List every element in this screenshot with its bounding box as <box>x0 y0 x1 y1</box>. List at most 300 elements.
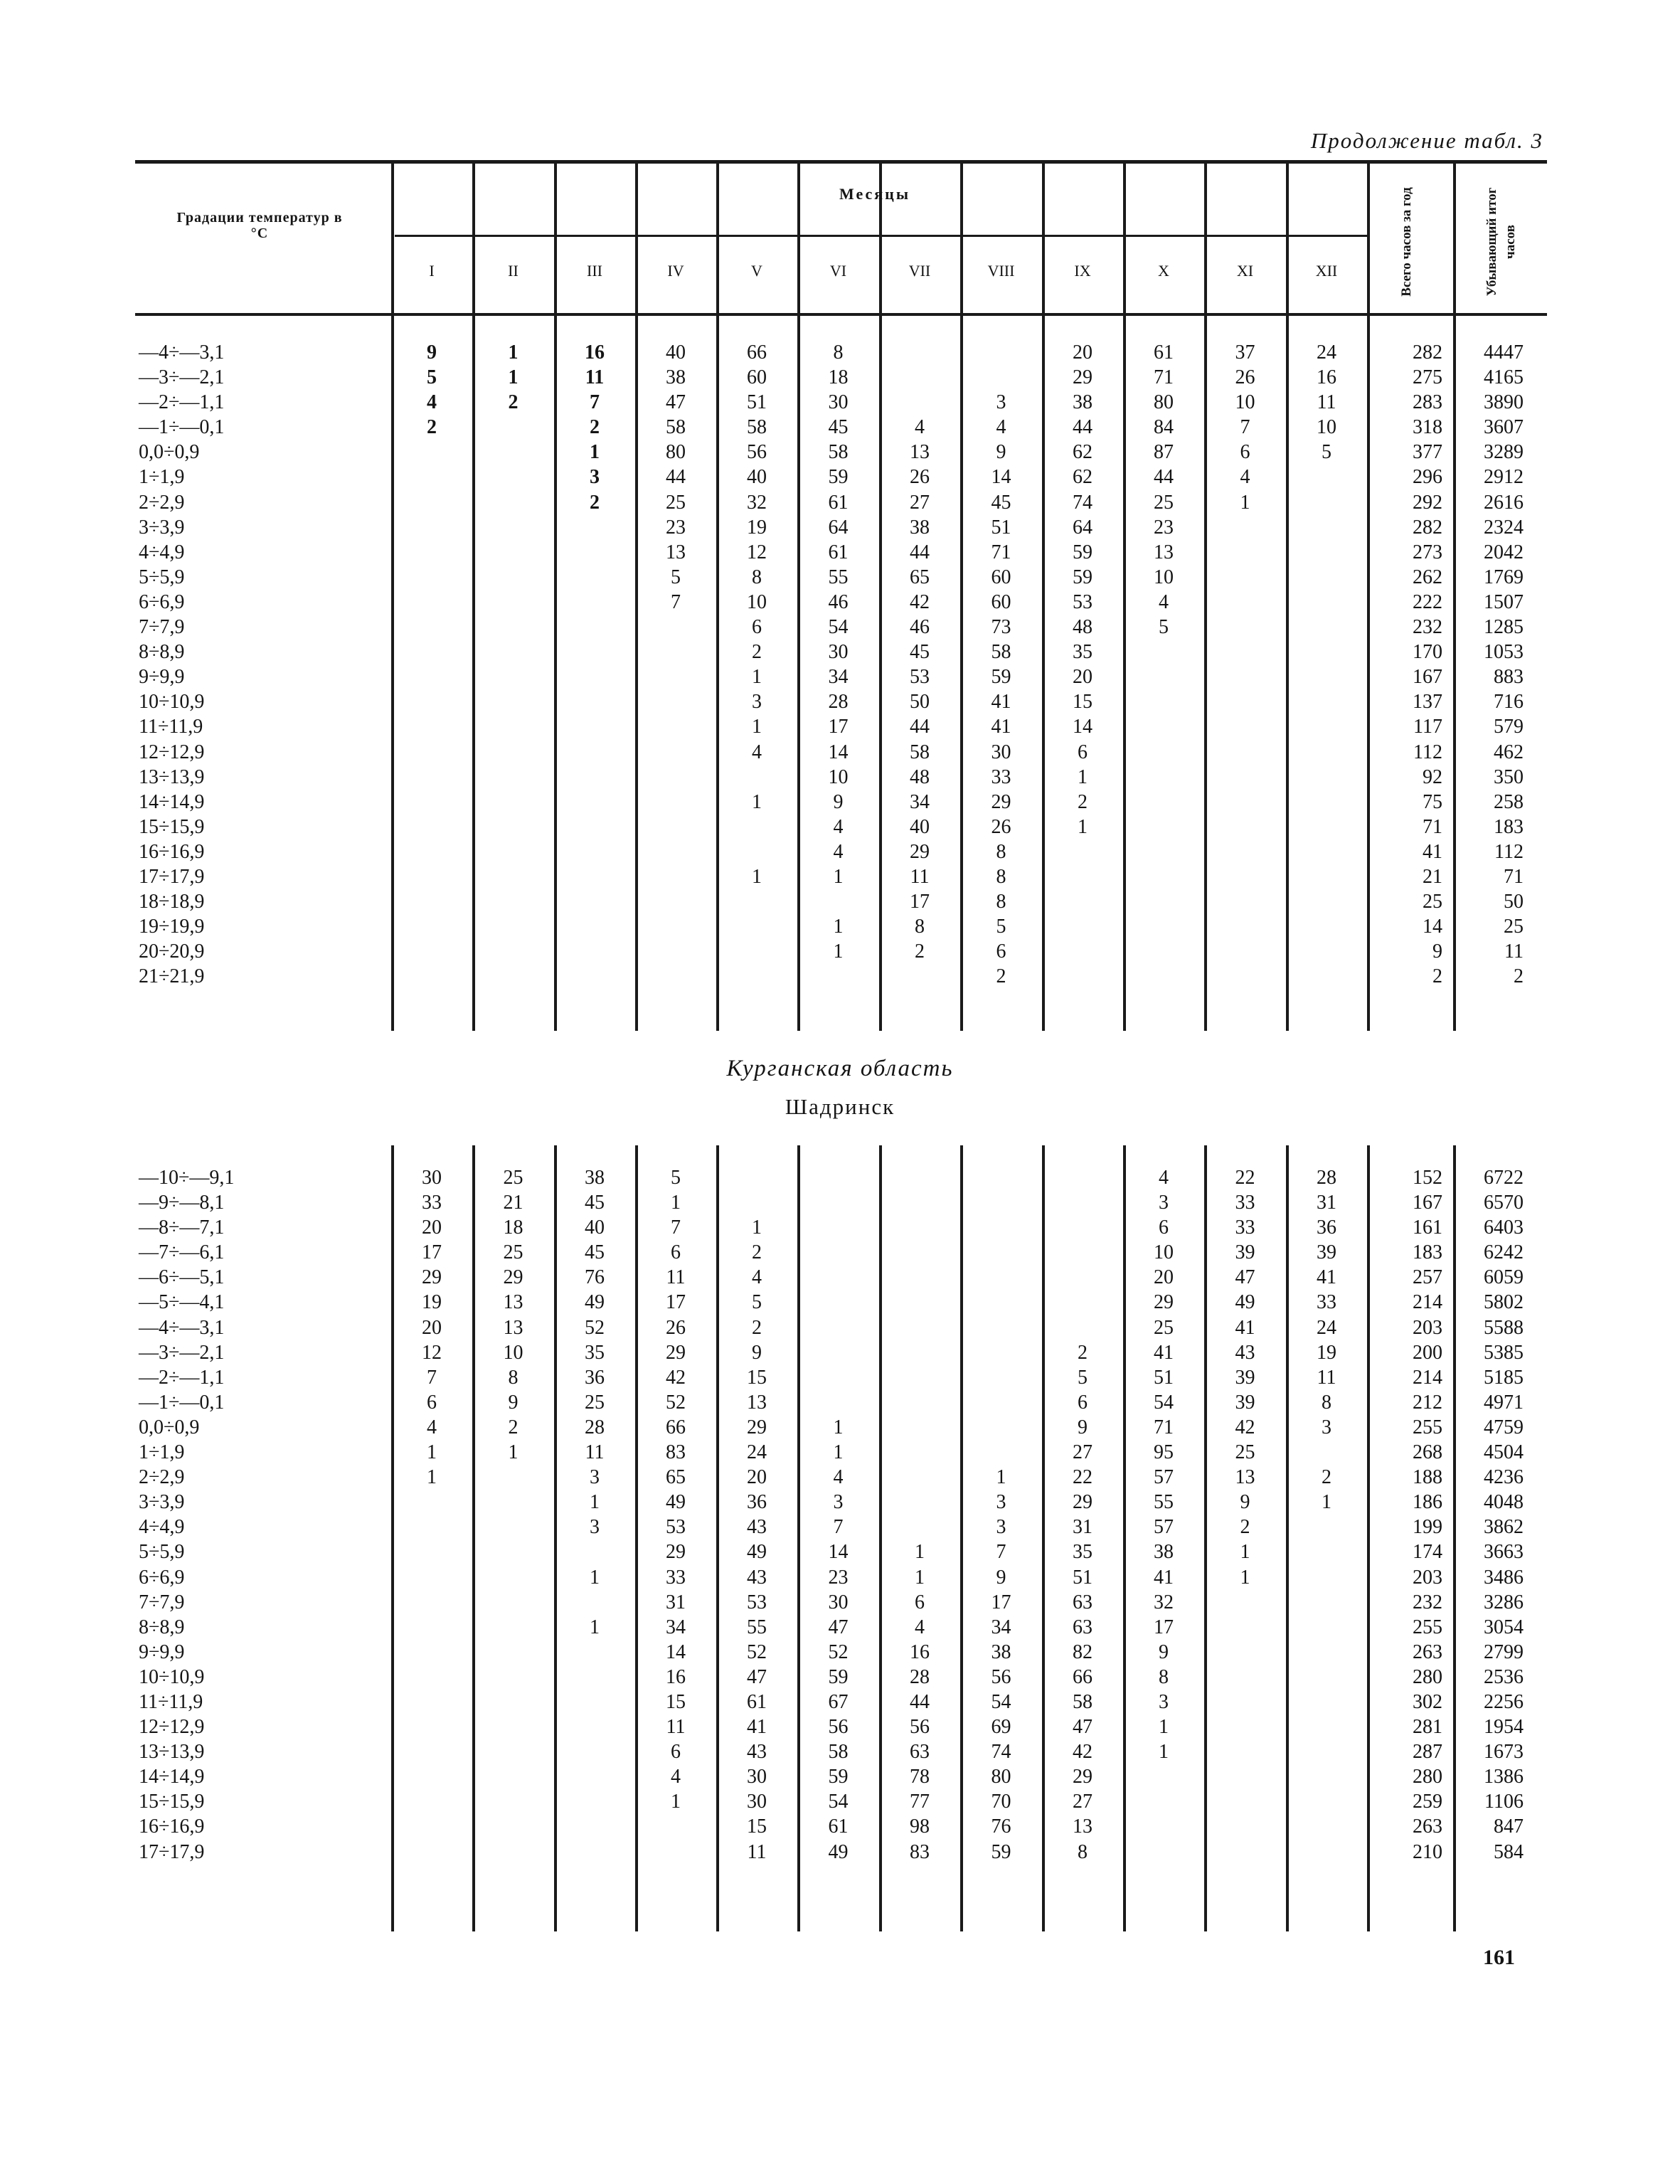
month-cell: 28 <box>585 1416 605 1438</box>
month-cell: 2 <box>752 1316 762 1339</box>
total-cell: 280 <box>1413 1665 1442 1688</box>
month-cell: 8 <box>1322 1391 1331 1414</box>
gradation-label: 0,0÷0,9 <box>139 441 200 464</box>
month-cell <box>1042 1265 1123 1290</box>
month-cell <box>716 1190 797 1215</box>
month-cell: 16 <box>1317 366 1336 389</box>
total-cell: 161 <box>1413 1216 1442 1239</box>
total-cell: 167 <box>1413 1192 1442 1214</box>
cumulative-cell: 6403 <box>1484 1216 1524 1239</box>
month-cell: 4 <box>427 391 437 414</box>
month-cell: 38 <box>1073 391 1092 414</box>
gradation-label: 12÷12,9 <box>139 1716 205 1739</box>
month-cell: 9 <box>1240 1491 1250 1514</box>
cumulative-cell: 6059 <box>1484 1266 1524 1289</box>
gradation-label: 5÷5,9 <box>139 1541 185 1564</box>
total-cell: 170 <box>1413 641 1442 664</box>
month-cell: 78 <box>910 1766 930 1788</box>
month-cell: 28 <box>828 691 849 714</box>
month-cell: 31 <box>666 1591 686 1613</box>
month-cell: 6 <box>1078 741 1088 763</box>
month-cell: 1 <box>508 341 519 364</box>
month-cell: 13 <box>747 1391 767 1414</box>
total-cell: 222 <box>1413 590 1442 613</box>
cumulative-cell: 2256 <box>1484 1690 1524 1713</box>
month-cell: 54 <box>828 616 849 639</box>
month-cell: 40 <box>666 341 686 364</box>
total-cell: 232 <box>1413 616 1442 639</box>
month-cell: 38 <box>991 1640 1011 1663</box>
gradation-label: 9÷9,9 <box>139 666 185 689</box>
month-cell: 26 <box>910 466 930 489</box>
cumulative-hours-column <box>1452 340 1524 989</box>
cumulative-cell: 112 <box>1494 840 1524 863</box>
month-cell: 43 <box>747 1741 767 1764</box>
month-cell: 15 <box>1073 691 1092 714</box>
month-cell: 28 <box>1317 1167 1336 1189</box>
month-cell: 36 <box>747 1491 767 1514</box>
month-cell: 22 <box>1073 1466 1092 1489</box>
month-cell <box>960 1215 1042 1240</box>
month-cell: 6 <box>427 1391 437 1414</box>
month-cell <box>716 1165 797 1190</box>
month-cell: 59 <box>991 1840 1011 1863</box>
gradations-header: Градации температур в °С <box>176 210 343 241</box>
month-cell: 1 <box>752 716 762 738</box>
cumulative-cell: 2536 <box>1484 1665 1524 1688</box>
month-cell: 23 <box>666 516 686 539</box>
month-cell: 44 <box>1073 416 1092 439</box>
month-cell: 9 <box>427 341 437 364</box>
month-cell: 71 <box>1154 366 1174 389</box>
month-cell: 1 <box>1240 1541 1250 1564</box>
cumulative-cell: 6242 <box>1484 1241 1524 1264</box>
month-cell: 2 <box>1078 790 1088 813</box>
gradation-label: —2÷—1,1 <box>139 1366 225 1389</box>
cumulative-cell: 6570 <box>1484 1192 1524 1214</box>
month-column-II <box>472 340 554 415</box>
month-cell: 39 <box>1235 1391 1255 1414</box>
month-cell: 29 <box>1073 1491 1092 1514</box>
total-cell: 302 <box>1413 1690 1442 1713</box>
month-cell: 98 <box>910 1815 930 1838</box>
month-cell: 2 <box>1322 1466 1331 1489</box>
month-cell <box>1042 1165 1123 1190</box>
total-cell: 112 <box>1413 741 1442 763</box>
total-cell: 259 <box>1413 1791 1442 1813</box>
cumulative-cell: 3607 <box>1484 416 1524 439</box>
month-cell <box>797 1265 879 1290</box>
month-cell: 1 <box>915 1541 925 1564</box>
total-cell: 263 <box>1413 1640 1442 1663</box>
month-cell: 12 <box>747 541 767 563</box>
month-cell: 71 <box>1154 1416 1174 1438</box>
month-cell: 5 <box>671 1167 681 1189</box>
month-column-VI <box>797 340 879 964</box>
month-cell: 3 <box>833 1491 844 1514</box>
gradation-label: 4÷4,9 <box>139 1516 185 1539</box>
month-cell: 60 <box>991 566 1011 588</box>
month-cell: 1 <box>833 940 844 963</box>
month-cell: 13 <box>503 1291 523 1314</box>
month-cell: 65 <box>666 1466 686 1489</box>
month-cell: 29 <box>503 1266 523 1289</box>
month-cell: 2 <box>915 940 925 963</box>
month-cell: 40 <box>585 1216 605 1239</box>
month-cell: 19 <box>422 1291 442 1314</box>
total-cell: 273 <box>1413 541 1442 563</box>
cumulative-cell: 4048 <box>1484 1491 1524 1514</box>
month-cell: 13 <box>1154 541 1174 563</box>
cumulative-cell: 350 <box>1494 765 1524 788</box>
cumulative-cell: 1285 <box>1484 616 1524 639</box>
month-cell: 45 <box>585 1241 605 1264</box>
continuation-label: Продолжение табл. 3 <box>1310 128 1543 153</box>
month-cell: 54 <box>991 1690 1011 1713</box>
month-cell: 2 <box>752 1241 762 1264</box>
gradation-label: 13÷13,9 <box>139 765 205 788</box>
month-cell: 55 <box>1154 1491 1174 1514</box>
month-cell: 52 <box>747 1640 767 1663</box>
month-cell: 19 <box>1317 1341 1336 1364</box>
cumulative-cell: 1386 <box>1484 1766 1524 1788</box>
month-cell: 4 <box>1240 466 1250 489</box>
month-cell: 38 <box>910 516 930 539</box>
month-cell: 1 <box>752 790 762 813</box>
month-cell: 9 <box>752 1341 762 1364</box>
month-cell: 10 <box>1235 391 1255 414</box>
month-cell: 7 <box>996 1541 1006 1564</box>
month-cell: 55 <box>747 1616 767 1638</box>
month-cell: 52 <box>585 1316 605 1339</box>
month-cell: 32 <box>1154 1591 1174 1613</box>
month-cell: 20 <box>1154 1266 1174 1289</box>
month-cell: 7 <box>671 590 681 613</box>
gradation-label: 4÷4,9 <box>139 541 185 563</box>
gradation-label: —3÷—2,1 <box>139 1341 225 1364</box>
gradation-label: 18÷18,9 <box>139 891 205 913</box>
month-cell: 6 <box>1159 1216 1169 1239</box>
month-cell: 4 <box>752 741 762 763</box>
month-cell: 13 <box>1073 1815 1092 1838</box>
month-cell: 34 <box>666 1616 686 1638</box>
month-cell: 3 <box>590 466 600 489</box>
month-cell: 51 <box>1073 1566 1092 1589</box>
total-cell: 263 <box>1413 1815 1442 1838</box>
gradation-label: 0,0÷0,9 <box>139 1416 200 1438</box>
month-cell: 66 <box>666 1416 686 1438</box>
table-top-rule <box>135 160 1547 164</box>
month-cell: 24 <box>747 1441 767 1464</box>
page-number: 161 <box>1483 1946 1515 1969</box>
month-cell: 1 <box>1078 815 1088 838</box>
month-cell <box>1042 1290 1123 1315</box>
month-cell <box>797 1165 879 1190</box>
region-title: Курганская область <box>726 1056 954 1081</box>
total-cell: 200 <box>1413 1341 1442 1364</box>
month-cell: 13 <box>910 441 930 464</box>
month-cell: 1 <box>833 916 844 938</box>
month-cell: 30 <box>991 741 1011 763</box>
month-cell: 47 <box>1235 1266 1255 1289</box>
gradation-label: —3÷—2,1 <box>139 366 225 389</box>
month-cell <box>960 1415 1042 1440</box>
month-cell: 3 <box>1159 1192 1169 1214</box>
total-cell: 188 <box>1413 1466 1442 1489</box>
month-column-X <box>1123 340 1204 640</box>
cumulative-cell: 716 <box>1494 691 1524 714</box>
month-cell: 7 <box>427 1366 437 1389</box>
gradation-label: —9÷—8,1 <box>139 1192 225 1214</box>
month-header-II: II <box>508 262 519 280</box>
total-cell: 280 <box>1413 1766 1442 1788</box>
month-cell <box>879 1365 960 1390</box>
month-cell: 10 <box>503 1341 523 1364</box>
month-cell: 62 <box>1073 466 1092 489</box>
month-cell: 1 <box>590 1616 600 1638</box>
month-cell: 31 <box>1073 1516 1092 1539</box>
month-cell: 3 <box>1322 1416 1331 1438</box>
month-cell: 4 <box>1159 590 1169 613</box>
month-cell: 37 <box>1235 341 1255 364</box>
total-cell: 281 <box>1413 1716 1442 1739</box>
total-cell: 41 <box>1423 840 1442 863</box>
cumulative-hours-column <box>1452 1165 1524 1865</box>
month-cell: 6 <box>671 1741 681 1764</box>
month-cell: 4 <box>833 840 844 863</box>
month-cell: 42 <box>1073 1741 1092 1764</box>
month-cell: 29 <box>1073 1766 1092 1788</box>
gradation-label: 15÷15,9 <box>139 815 205 838</box>
month-cell: 11 <box>910 865 930 888</box>
total-cell: 210 <box>1413 1840 1442 1863</box>
cumulative-cell: 3054 <box>1484 1616 1524 1638</box>
month-column-V <box>716 340 797 889</box>
month-cell: 66 <box>747 341 767 364</box>
gradation-label: 21÷21,9 <box>139 965 205 988</box>
total-cell: 137 <box>1413 691 1442 714</box>
month-cell <box>797 1215 879 1240</box>
month-cell <box>1286 1440 1367 1465</box>
month-cell: 51 <box>991 516 1011 539</box>
month-cell: 74 <box>1073 491 1092 514</box>
month-cell <box>879 390 960 415</box>
month-cell: 1 <box>1078 765 1088 788</box>
month-cell: 47 <box>666 391 686 414</box>
month-cell <box>879 1515 960 1539</box>
month-cell: 61 <box>828 491 849 514</box>
month-cell: 51 <box>1154 1366 1174 1389</box>
month-column-VII <box>879 1165 960 1865</box>
month-cell: 11 <box>585 1441 605 1464</box>
month-cell: 33 <box>1235 1216 1255 1239</box>
month-cell: 4 <box>996 416 1006 439</box>
month-cell <box>879 1340 960 1365</box>
month-cell: 3 <box>1159 1690 1169 1713</box>
month-cell <box>879 1490 960 1515</box>
month-cell: 38 <box>1154 1541 1174 1564</box>
total-cell: 2 <box>1432 965 1442 988</box>
month-cell: 7 <box>671 1216 681 1239</box>
month-cell: 5 <box>427 366 437 389</box>
month-cell: 10 <box>1317 416 1336 439</box>
month-cell: 58 <box>666 416 686 439</box>
month-cell: 41 <box>747 1716 767 1739</box>
month-cell: 34 <box>991 1616 1011 1638</box>
month-cell: 42 <box>910 590 930 613</box>
cumulative-cell: 4236 <box>1484 1466 1524 1489</box>
month-cell: 34 <box>910 790 930 813</box>
month-cell: 52 <box>666 1391 686 1414</box>
header-column-rule <box>716 164 719 313</box>
month-cell <box>797 1315 879 1340</box>
month-cell: 7 <box>833 1516 844 1539</box>
gradation-label: 2÷2,9 <box>139 1466 185 1489</box>
month-cell <box>879 1440 960 1465</box>
month-cell: 30 <box>828 641 849 664</box>
month-cell: 27 <box>910 491 930 514</box>
month-cell: 1 <box>996 1466 1006 1489</box>
month-header-I: I <box>429 262 435 280</box>
month-cell: 2 <box>508 391 519 414</box>
month-cell: 41 <box>1235 1316 1255 1339</box>
month-cell: 44 <box>910 541 930 563</box>
month-cell: 28 <box>910 1665 930 1688</box>
month-cell: 1 <box>671 1192 681 1214</box>
month-cell: 33 <box>991 765 1011 788</box>
cumulative-cell: 258 <box>1494 790 1524 813</box>
month-cell: 56 <box>991 1665 1011 1688</box>
month-cell: 9 <box>1159 1640 1169 1663</box>
total-cell: 255 <box>1413 1416 1442 1438</box>
cumulative-cell: 3890 <box>1484 391 1524 414</box>
month-cell <box>960 1240 1042 1265</box>
month-cell: 48 <box>1073 616 1092 639</box>
month-header-IX: IX <box>1074 262 1091 280</box>
month-cell <box>960 1265 1042 1290</box>
cumulative-cell: 5588 <box>1484 1316 1524 1339</box>
gradation-label: 3÷3,9 <box>139 1491 185 1514</box>
month-cell: 59 <box>1073 566 1092 588</box>
month-header-III: III <box>587 262 602 280</box>
gradation-label: —5÷—4,1 <box>139 1291 225 1314</box>
gradation-label: 17÷17,9 <box>139 1840 205 1863</box>
month-cell: 80 <box>991 1766 1011 1788</box>
cumulative-cell: 4447 <box>1484 341 1524 364</box>
month-cell: 1 <box>1159 1716 1169 1739</box>
month-column-I <box>391 340 472 440</box>
month-cell: 8 <box>996 865 1006 888</box>
month-cell: 53 <box>747 1591 767 1613</box>
month-cell: 33 <box>1235 1192 1255 1214</box>
header-column-rule <box>1042 164 1045 313</box>
cumulative-cell: 4165 <box>1484 366 1524 389</box>
total-cell: 14 <box>1423 916 1442 938</box>
month-cell: 8 <box>996 891 1006 913</box>
months-header: Месяцы <box>839 185 911 203</box>
month-cell: 5 <box>996 916 1006 938</box>
month-cell: 27 <box>1073 1441 1092 1464</box>
month-cell: 1 <box>427 1441 437 1464</box>
month-cell: 47 <box>747 1665 767 1688</box>
month-column-XI <box>1204 340 1286 515</box>
cumulative-cell: 4504 <box>1484 1441 1524 1464</box>
month-cell: 33 <box>422 1192 442 1214</box>
month-cell: 23 <box>828 1566 849 1589</box>
month-cell: 45 <box>585 1192 605 1214</box>
month-cell: 35 <box>1073 1541 1092 1564</box>
month-cell <box>879 1165 960 1190</box>
gradation-label: 14÷14,9 <box>139 790 205 813</box>
cumulative-cell: 11 <box>1504 940 1524 963</box>
month-cell: 32 <box>747 491 767 514</box>
month-cell: 1 <box>590 441 600 464</box>
month-cell: 60 <box>747 366 767 389</box>
month-cell: 6 <box>1240 441 1250 464</box>
month-cell: 1 <box>752 1216 762 1239</box>
month-cell: 62 <box>1073 441 1092 464</box>
month-cell: 83 <box>666 1441 686 1464</box>
month-cell: 1 <box>590 1491 600 1514</box>
month-cell <box>554 1539 635 1564</box>
total-cell: 282 <box>1413 516 1442 539</box>
gradation-label: 9÷9,9 <box>139 1640 185 1663</box>
month-cell <box>879 1290 960 1315</box>
month-cell: 22 <box>1235 1167 1255 1189</box>
gradation-label: 8÷8,9 <box>139 1616 185 1638</box>
month-cell: 59 <box>828 466 849 489</box>
month-cell: 26 <box>991 815 1011 838</box>
month-cell: 61 <box>1154 341 1174 364</box>
month-column-IV <box>635 1165 716 1814</box>
month-cell: 54 <box>1154 1391 1174 1414</box>
month-cell: 5 <box>1078 1366 1088 1389</box>
month-cell <box>960 1190 1042 1215</box>
month-cell: 11 <box>1317 1366 1336 1389</box>
month-cell: 29 <box>747 1416 767 1438</box>
month-cell: 45 <box>910 641 930 664</box>
month-cell: 5 <box>1322 441 1331 464</box>
month-cell: 29 <box>666 1341 686 1364</box>
month-header-V: V <box>751 262 762 280</box>
gradation-label: 19÷19,9 <box>139 916 205 938</box>
month-cell: 61 <box>828 1815 849 1838</box>
cumulative-cell: 1053 <box>1484 641 1524 664</box>
month-cell: 29 <box>910 840 930 863</box>
month-cell: 56 <box>910 1716 930 1739</box>
total-cell: 214 <box>1413 1366 1442 1389</box>
month-cell: 57 <box>1154 1466 1174 1489</box>
header-column-rule <box>554 164 557 313</box>
month-cell: 8 <box>833 341 844 364</box>
header-column-rule <box>960 164 963 313</box>
month-cell: 43 <box>747 1516 767 1539</box>
month-cell: 20 <box>1073 341 1092 364</box>
months-header-rule <box>395 235 1369 237</box>
month-cell: 18 <box>828 366 849 389</box>
month-cell: 25 <box>666 491 686 514</box>
gradation-label: —7÷—6,1 <box>139 1241 225 1264</box>
month-cell: 29 <box>422 1266 442 1289</box>
month-cell: 7 <box>1240 416 1250 439</box>
month-cell: 69 <box>991 1716 1011 1739</box>
total-cell: 92 <box>1423 765 1442 788</box>
month-cell: 2 <box>1240 1516 1250 1539</box>
month-cell <box>879 1265 960 1290</box>
month-cell: 20 <box>1073 666 1092 689</box>
gradation-label: 1÷1,9 <box>139 466 185 489</box>
month-cell: 10 <box>747 590 767 613</box>
